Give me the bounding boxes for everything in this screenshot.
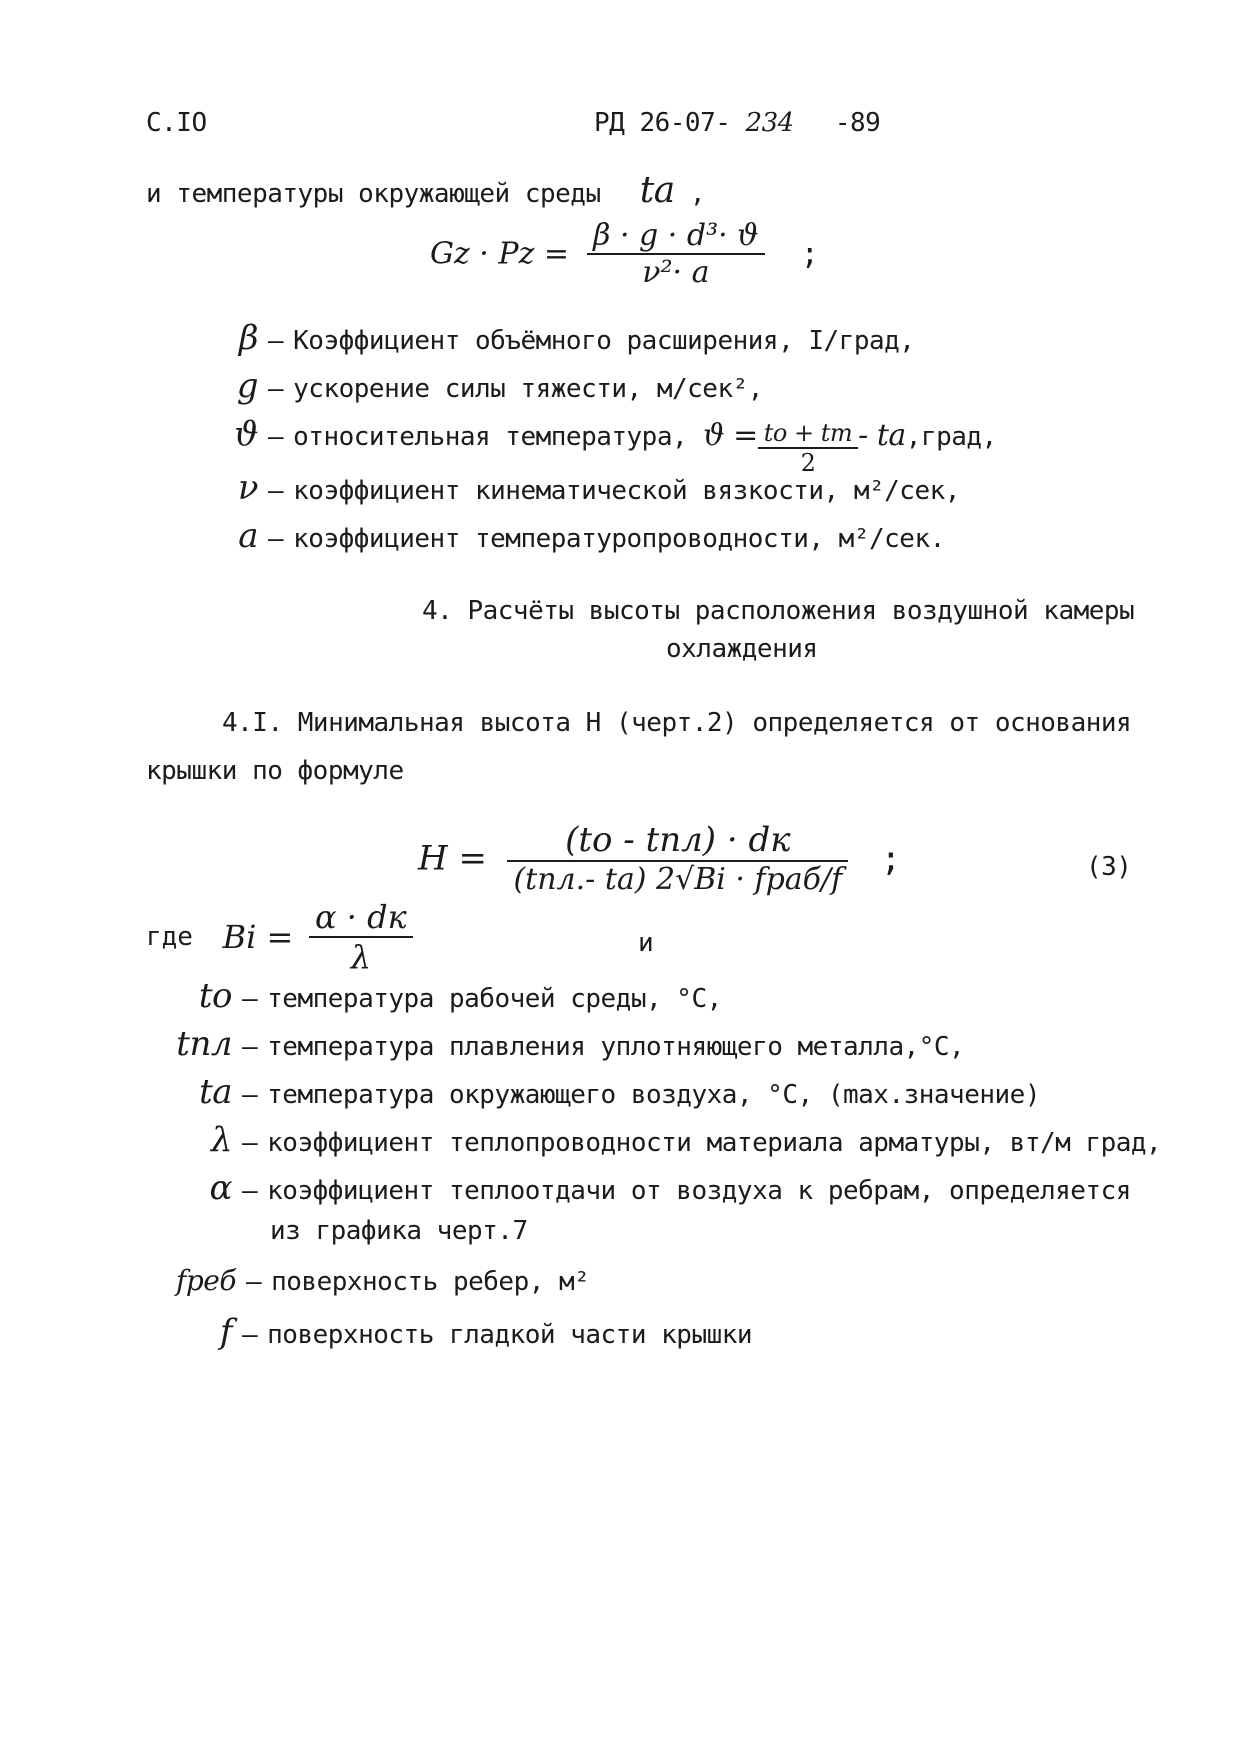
where-line — [146, 898, 413, 976]
tpl-symbol: tпл — [176, 1024, 232, 1064]
dash: – — [242, 984, 258, 1014]
theta-formula-lhs: ϑ = — [703, 418, 758, 453]
definition-ta — [176, 1072, 1040, 1112]
f-symbol: f — [219, 1312, 232, 1352]
theta-formula-tail: - ta — [858, 418, 906, 453]
formula1-denominator: ν²· a — [642, 255, 710, 290]
formula3-numerator: (to - tпл) · dк — [507, 820, 848, 862]
section-heading-line2: охлаждения — [666, 634, 818, 664]
definition-text: ускорение силы тяжести, м/сек², — [293, 374, 763, 404]
definition-tpl — [176, 1024, 964, 1064]
definition-text: поверхность ребер, м² — [271, 1267, 590, 1297]
definition-text: коэффициент кинематической вязкости, м²/сек, — [293, 476, 960, 506]
nu-symbol: ν — [237, 468, 258, 508]
definition-lambda — [176, 1120, 1161, 1160]
definition-a — [210, 516, 945, 556]
intro-line — [146, 170, 705, 211]
freb-symbol: fреб — [176, 1264, 236, 1297]
definition-text: относительная температура, — [293, 422, 688, 452]
dash: – — [268, 476, 284, 506]
formula1-fraction — [587, 218, 765, 290]
and-word: и — [638, 928, 654, 958]
definition-text: температура плавления уплотняющего металла,°С, — [267, 1032, 965, 1062]
definition-beta — [210, 318, 914, 358]
a-symbol: a — [238, 516, 258, 556]
beta-symbol: β — [238, 318, 258, 358]
theta-formula-denominator: 2 — [800, 449, 816, 477]
definition-g — [210, 366, 763, 406]
page-number: С.IO — [146, 108, 207, 138]
theta-symbol: ϑ — [234, 414, 258, 454]
theta-formula-unit: ,град, — [905, 422, 997, 452]
document-code — [594, 108, 880, 138]
definition-alpha-continued: из графика черт.7 — [270, 1216, 528, 1246]
doc-prefix: РД 26-07- — [594, 108, 731, 138]
dash: – — [242, 1128, 258, 1158]
formula1-lhs: Gz · Pz = — [430, 236, 570, 272]
dash: – — [245, 1267, 262, 1297]
dash: – — [242, 1080, 258, 1110]
definition-text: температура рабочей среды, °С, — [267, 984, 722, 1014]
definition-text: коэффициент температуропроводности, м²/сек. — [293, 524, 945, 554]
paragraph-line1: 4.I. Минимальная высота Н (черт.2) определяется от основания — [222, 708, 1132, 738]
formula-grashof — [430, 218, 819, 290]
formula1-end: ; — [800, 236, 819, 272]
definition-alpha — [176, 1168, 1131, 1208]
definition-text: коэффициент теплопроводности материала арматуры, вт/м град, — [267, 1128, 1162, 1158]
section-heading-line1: 4. Расчёты высоты расположения воздушной камеры — [422, 596, 1135, 626]
dash: – — [242, 1176, 258, 1206]
g-symbol: g — [236, 366, 258, 406]
definition-text: Коэффициент объёмного расширения, I/град, — [293, 326, 915, 356]
formula3-denominator: (tпл.- ta) 2√Bi · fpaб/f — [513, 862, 843, 897]
definition-text: поверхность гладкой части крышки — [267, 1320, 753, 1350]
alpha-symbol: α — [209, 1168, 232, 1208]
dash: – — [242, 1320, 258, 1350]
dash: – — [268, 374, 284, 404]
dash: – — [268, 524, 284, 554]
dash: – — [268, 326, 284, 356]
definition-freb — [176, 1264, 589, 1297]
definition-text: температура окружающего воздуха, °С, (max.значение) — [267, 1080, 1040, 1110]
paragraph-line2: крышки по формуле — [146, 756, 404, 786]
formula-height — [418, 820, 901, 897]
formula3-end: ; — [880, 838, 902, 879]
intro-trail: , — [689, 179, 706, 209]
dash: – — [268, 422, 284, 452]
doc-number: 234 — [745, 108, 794, 138]
bi-lhs: Bi = — [222, 918, 294, 956]
bi-fraction — [309, 898, 413, 976]
to-symbol: to — [198, 976, 232, 1016]
definition-text: коэффициент теплоотдачи от воздуха к ребрам, определяется — [267, 1176, 1131, 1206]
lambda-symbol: λ — [210, 1120, 232, 1160]
bi-numerator: α · dк — [309, 898, 413, 938]
intro-text: и температуры окружающей среды — [146, 179, 601, 209]
definition-to — [176, 976, 722, 1016]
equation-number: (3) — [1086, 852, 1132, 882]
formula1-numerator: β · g · d³· ϑ — [587, 218, 765, 255]
definition-nu — [210, 468, 960, 508]
ta-symbol: ta — [199, 1072, 232, 1112]
formula3-lhs: H = — [418, 838, 487, 879]
definition-f — [176, 1312, 752, 1352]
where-word: где — [146, 922, 193, 952]
formula3-fraction — [507, 820, 848, 897]
bi-denominator: λ — [350, 938, 372, 976]
intro-symbol: ta — [639, 170, 675, 211]
dash: – — [242, 1032, 258, 1062]
doc-suffix: -89 — [834, 108, 881, 138]
theta-formula-numerator: to + tm — [758, 419, 858, 449]
